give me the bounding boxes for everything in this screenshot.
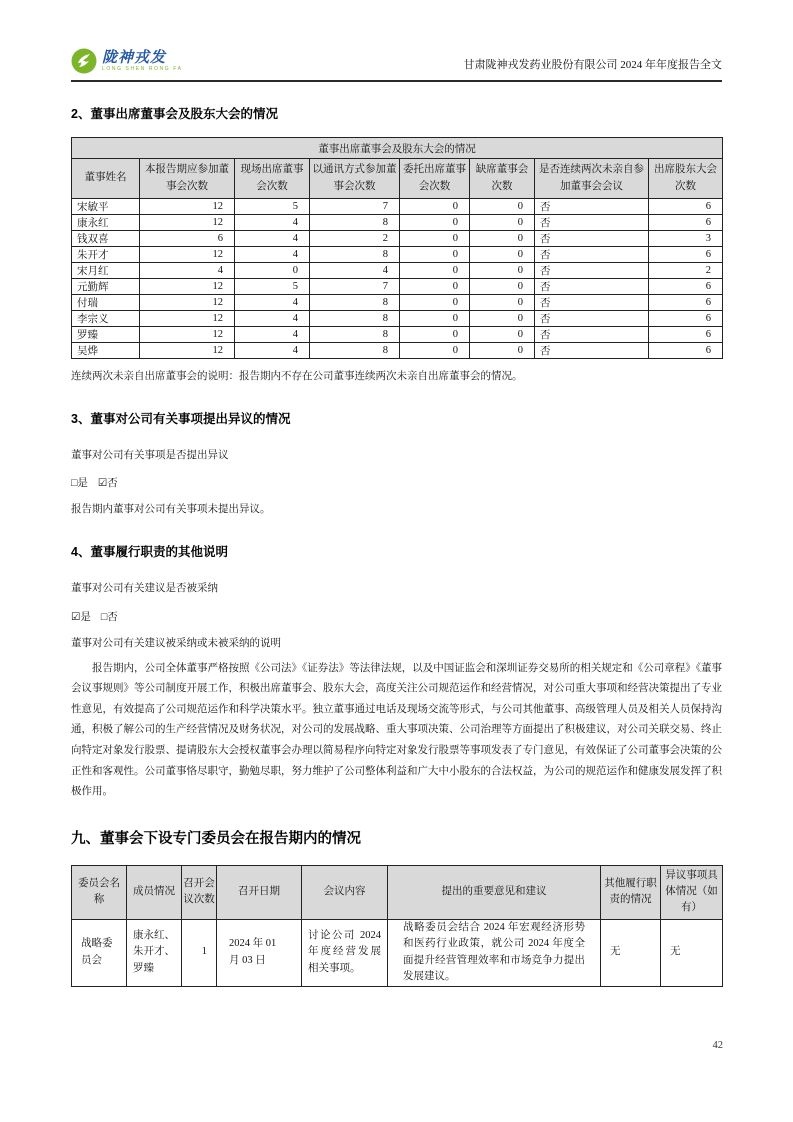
table-cell: 0 — [400, 295, 470, 311]
table-cell: 6 — [649, 343, 723, 359]
table-cell: 否 — [535, 279, 649, 295]
col-other-duties: 其他履行职责的情况 — [601, 865, 661, 919]
checkbox-no-unchecked: □否 — [100, 611, 118, 623]
checkbox-yes-checked: ☑是 — [71, 611, 91, 623]
document-title: 甘肃陇神戎发药业股份有限公司 2024 年年度报告全文 — [463, 59, 722, 71]
table-cell: 0 — [400, 215, 470, 231]
table-cell: 12 — [140, 343, 235, 359]
table-cell: 6 — [649, 311, 723, 327]
table-cell: 2 — [310, 231, 400, 247]
table-cell: 12 — [140, 295, 235, 311]
table-row — [72, 343, 723, 359]
logo-text — [102, 50, 183, 72]
table-cell: 4 — [310, 263, 400, 279]
table-cell: 否 — [535, 199, 649, 215]
table-cell: 12 — [140, 215, 235, 231]
col-meeting-count: 召开会议次数 — [182, 865, 217, 919]
col-absences: 缺席董事会次数 — [470, 159, 535, 199]
table-cell: 4 — [140, 263, 235, 279]
table-cell: 0 — [400, 327, 470, 343]
table-cell: 0 — [470, 215, 535, 231]
section4-heading: 4、董事履行职责的其他说明 — [71, 545, 228, 560]
table-cell: 0 — [470, 199, 535, 215]
table-cell: 康永红、朱开才、罗臻 — [127, 919, 182, 986]
table-cell: 吴烨 — [72, 343, 140, 359]
col-meeting-content: 会议内容 — [302, 865, 388, 919]
table-cell: 无 — [601, 919, 661, 986]
table-cell: 12 — [140, 327, 235, 343]
table-cell: 0 — [400, 231, 470, 247]
table-cell: 6 — [649, 215, 723, 231]
table-cell: 12 — [140, 311, 235, 327]
table-cell: 0 — [400, 311, 470, 327]
table-cell: 8 — [310, 343, 400, 359]
table-cell: 5 — [235, 199, 310, 215]
table-cell: 5 — [235, 279, 310, 295]
section2-heading: 2、董事出席董事会及股东大会的情况 — [71, 107, 278, 121]
table-cell: 6 — [649, 327, 723, 343]
table-cell: 0 — [470, 311, 535, 327]
col-members: 成员情况 — [127, 865, 182, 919]
table-cell: 6 — [140, 231, 235, 247]
table-row — [72, 231, 723, 247]
table-row — [72, 263, 723, 279]
table-cell: 4 — [235, 311, 310, 327]
company-logo — [71, 48, 183, 74]
section4-subheading: 董事对公司有关建议被采纳或未被采纳的说明 — [71, 637, 281, 649]
table-cell: 4 — [235, 295, 310, 311]
page-header — [71, 0, 722, 82]
table-cell: 6 — [649, 279, 723, 295]
col-telecom-attendance: 以通讯方式参加董事会次数 — [310, 159, 400, 199]
table-cell: 8 — [310, 327, 400, 343]
table-cell: 否 — [535, 263, 649, 279]
section9-heading: 九、董事会下设专门委员会在报告期内的情况 — [71, 830, 361, 847]
table-cell: 1 — [182, 919, 217, 986]
table-cell: 0 — [470, 343, 535, 359]
table-cell: 6 — [649, 247, 723, 263]
table-row — [72, 311, 723, 327]
col-committee-name: 委员会名称 — [72, 865, 127, 919]
table-cell: 元勤辉 — [72, 279, 140, 295]
attendance-note: 连续两次未亲自出席董事会的说明：报告期内不存在公司董事连续两次未亲自出席董事会的情况。 — [71, 371, 523, 382]
table-cell: 钱双喜 — [72, 231, 140, 247]
table-cell: 宋敏平 — [72, 199, 140, 215]
table-cell: 6 — [649, 199, 723, 215]
section3-checkboxes — [71, 475, 722, 490]
col-proxy-attendance: 委托出席董事会次数 — [400, 159, 470, 199]
table-cell: 讨论公司 2024 年度经营发展相关事项。 — [302, 919, 388, 986]
col-two-consecutive-absences: 是否连续两次未亲自参加董事会会议 — [535, 159, 649, 199]
committee-table — [71, 865, 723, 987]
table-cell: 2 — [649, 263, 723, 279]
table-cell: 李宗义 — [72, 311, 140, 327]
table-cell: 战略委员会结合 2024 年宏观经济形势和医药行业政策，就公司 2024 年度全面提升经营管理效率和市场竞争力提出发展建议。 — [388, 919, 601, 986]
table-cell: 4 — [235, 231, 310, 247]
col-objections: 异议事项具体情况（如有） — [661, 865, 723, 919]
page-number: 42 — [712, 1040, 723, 1051]
committee-table-header-row — [72, 865, 723, 919]
table-cell: 0 — [400, 263, 470, 279]
table-cell: 4 — [235, 247, 310, 263]
col-meeting-date: 召开日期 — [217, 865, 302, 919]
table-cell: 4 — [235, 343, 310, 359]
attendance-table-caption-row — [72, 138, 723, 159]
table-cell: 无 — [661, 919, 723, 986]
table-cell: 4 — [235, 215, 310, 231]
table-cell: 12 — [140, 279, 235, 295]
table-cell: 否 — [535, 311, 649, 327]
table-cell: 战略委员会 — [72, 919, 127, 986]
section3-answer: 报告期内董事对公司有关事项未提出异议。 — [71, 504, 271, 516]
table-cell: 8 — [310, 295, 400, 311]
table-cell: 付瑞 — [72, 295, 140, 311]
table-cell: 0 — [470, 231, 535, 247]
col-shareholder-meetings: 出席股东大会次数 — [649, 159, 723, 199]
table-cell: 4 — [235, 327, 310, 343]
table-cell: 0 — [400, 199, 470, 215]
table-cell: 12 — [140, 247, 235, 263]
table-cell: 8 — [310, 247, 400, 263]
table-cell: 0 — [400, 247, 470, 263]
table-cell: 宋月红 — [72, 263, 140, 279]
col-director-name: 董事姓名 — [72, 159, 140, 199]
checkbox-yes-unchecked: □是 — [71, 478, 88, 490]
section4-paragraph: 报告期内，公司全体董事严格按照《公司法》《证券法》等法律法规，以及中国证监会和深圳证券交易所的相关规定和《公司章程》《董事会议事规则》等公司制度开展工作，积极出席董事会、股东大会，高度关注公司规范运作和经营情况，对公司重大事项和经营决策提出了专业性意见，有效提高了公司规范运作和科学决策水平。独立董事通过电话及现场交流等形式，与公司其他董事、高级管理人员及相关人员保持沟通，积极了解公司的生产经营情况及财务状况，对公司的发展战略、重大事项决策、公司治理等方面提出了积极建议，对公司关联交易、终止向特定对象发行股票、提请股东大会授权董事会办理以简易程序向特定对象发行股票等事项发表了专门意见，有效保证了公司董事会决策的公正性和客观性。公司董事恪尽职守，勤勉尽职，努力维护了公司整体利益和广大中小股东的合法权益，为公司的规范运作和健康发展发挥了积极作用。 — [71, 662, 722, 798]
attendance-table-header-row — [72, 159, 723, 199]
table-row — [72, 199, 723, 215]
section4-question: 董事对公司有关建议是否被采纳 — [71, 583, 218, 595]
table-cell: 否 — [535, 327, 649, 343]
table-cell: 2024 年 01 月 03 日 — [217, 919, 302, 986]
table-cell: 0 — [235, 263, 310, 279]
table-row — [72, 247, 723, 263]
section3-question: 董事对公司有关事项是否提出异议 — [71, 450, 229, 462]
table-cell: 0 — [400, 279, 470, 295]
table-cell: 否 — [535, 343, 649, 359]
table-cell: 朱开才 — [72, 247, 140, 263]
table-cell: 0 — [400, 343, 470, 359]
attendance-table-caption: 董事出席董事会及股东大会的情况 — [72, 138, 723, 159]
section4-checkboxes — [71, 609, 722, 624]
table-row — [72, 919, 723, 986]
table-cell: 0 — [470, 279, 535, 295]
table-cell: 8 — [310, 215, 400, 231]
table-cell: 7 — [310, 279, 400, 295]
table-row — [72, 279, 723, 295]
table-cell: 否 — [535, 231, 649, 247]
checkbox-no-checked: ☑否 — [97, 478, 118, 490]
col-onsite-attendance: 现场出席董事会次数 — [235, 159, 310, 199]
section3-heading: 3、董事对公司有关事项提出异议的情况 — [71, 412, 291, 427]
logo-brand-cn: 陇神戎发 — [102, 49, 167, 66]
col-required-meetings: 本报告期应参加董事会次数 — [140, 159, 235, 199]
logo-brand-en: LONG SHEN RONG FA — [102, 66, 183, 72]
table-cell: 0 — [470, 327, 535, 343]
logo-bird-icon — [71, 48, 97, 74]
table-row — [72, 327, 723, 343]
table-row — [72, 215, 723, 231]
table-row — [72, 295, 723, 311]
table-cell: 7 — [310, 199, 400, 215]
table-cell: 3 — [649, 231, 723, 247]
table-cell: 8 — [310, 311, 400, 327]
table-cell: 12 — [140, 199, 235, 215]
table-cell: 罗臻 — [72, 327, 140, 343]
table-cell: 否 — [535, 247, 649, 263]
table-cell: 康永红 — [72, 215, 140, 231]
col-opinions-suggestions: 提出的重要意见和建议 — [388, 865, 601, 919]
attendance-table — [71, 137, 723, 359]
table-cell: 否 — [535, 295, 649, 311]
table-cell: 6 — [649, 295, 723, 311]
table-cell: 0 — [470, 295, 535, 311]
table-cell: 0 — [470, 247, 535, 263]
table-cell: 0 — [470, 263, 535, 279]
table-cell: 否 — [535, 215, 649, 231]
